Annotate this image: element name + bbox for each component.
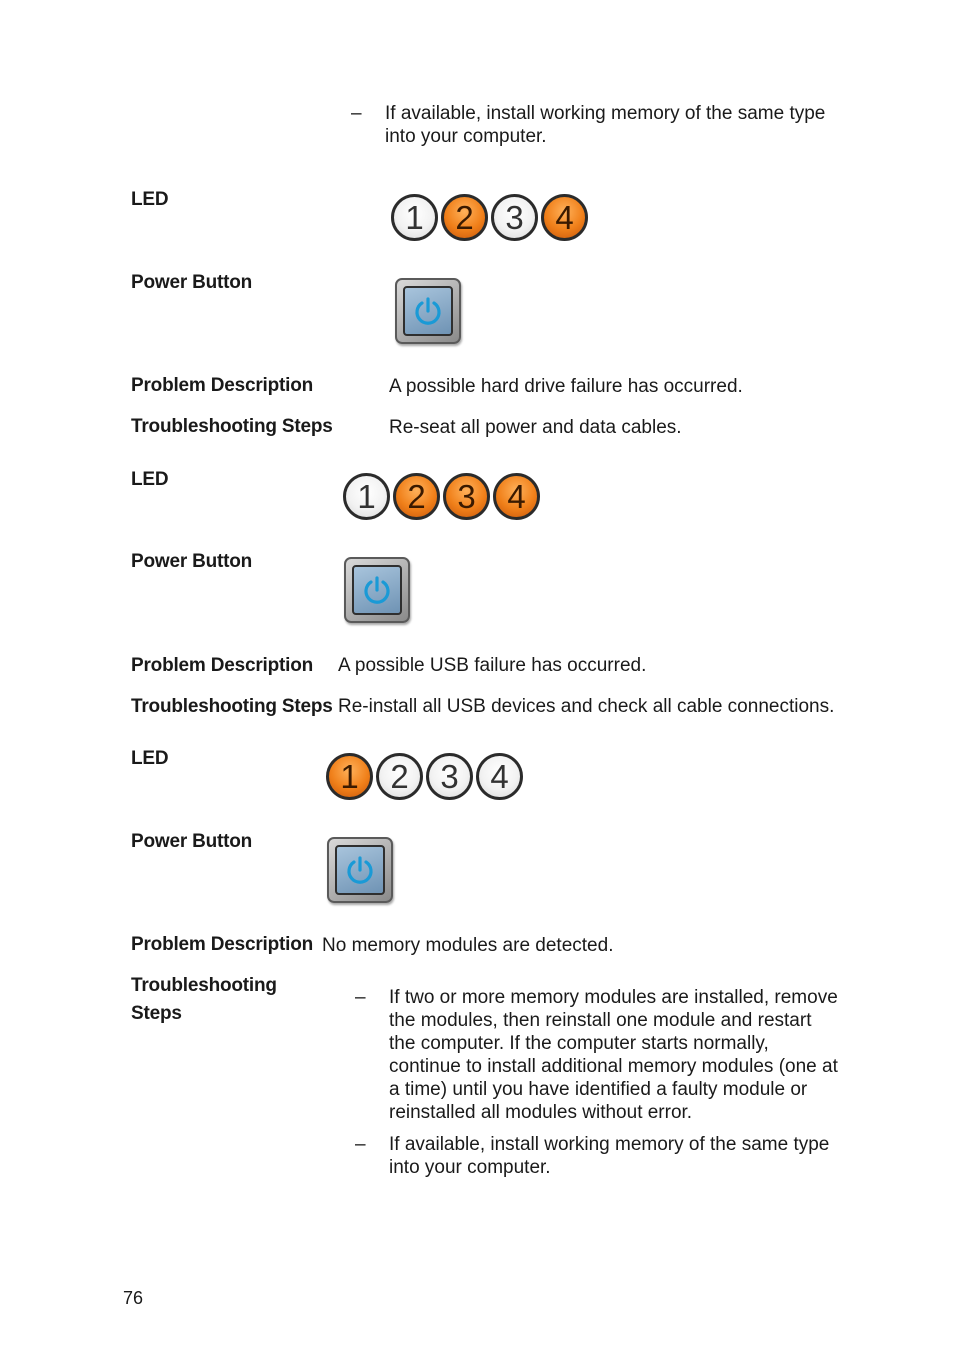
led-label: LED [131, 748, 169, 769]
bullet-dash: – [351, 103, 362, 124]
power-icon [411, 294, 445, 328]
top-bullet-text: If available, install working memory of the same type into your computer. [385, 103, 826, 147]
page-number: 76 [123, 1288, 144, 1308]
power-button-label: Power Button [131, 831, 253, 852]
led-indicator: 2 [393, 473, 440, 520]
problem-description-label: Problem Description [131, 934, 314, 955]
troubleshooting-label: Troubleshooting [131, 975, 277, 996]
problem-description-label: Problem Description [131, 655, 314, 676]
problem-description-text: No memory modules are detected. [322, 935, 614, 956]
power-button-image [395, 278, 461, 344]
led-indicator: 4 [476, 753, 523, 800]
led-indicator: 1 [391, 194, 438, 241]
power-button-label: Power Button [131, 551, 253, 572]
led-indicator-row [326, 753, 523, 803]
troubleshooting-step-1: If two or more memory modules are installed, remove the modules, then reinstall one module and restart the computer. If the computer starts normally, continue to install additional memory modules (one at a time) until you have identified a faulty module or reinstalled all modules without error. [389, 987, 838, 1123]
led-label: LED [131, 189, 169, 210]
led-indicator: 3 [443, 473, 490, 520]
problem-description-label: Problem Description [131, 375, 314, 396]
led-indicator: 1 [343, 473, 390, 520]
power-button-image [327, 837, 393, 903]
troubleshooting-steps-label: Troubleshooting Steps [131, 416, 333, 437]
troubleshooting-step-2: If available, install working memory of the same type into your computer. [389, 1134, 830, 1178]
led-indicator: 3 [426, 753, 473, 800]
power-icon [360, 573, 394, 607]
led-indicator: 1 [326, 753, 373, 800]
led-label: LED [131, 469, 169, 490]
led-indicator: 3 [491, 194, 538, 241]
led-indicator: 4 [493, 473, 540, 520]
power-button-label: Power Button [131, 272, 253, 293]
power-button-image [344, 557, 410, 623]
led-indicator: 2 [376, 753, 423, 800]
steps-label: Steps [131, 1003, 182, 1024]
bullet-dash: – [355, 1134, 366, 1155]
led-indicator: 4 [541, 194, 588, 241]
troubleshooting-steps-label: Troubleshooting Steps [131, 696, 333, 717]
troubleshooting-steps-text: Re-install all USB devices and check all cable connections. [338, 696, 835, 717]
led-indicator-row [391, 194, 588, 244]
power-icon [343, 853, 377, 887]
led-indicator-row [343, 473, 540, 523]
problem-description-text: A possible hard drive failure has occurred. [389, 376, 743, 397]
led-indicator: 2 [441, 194, 488, 241]
problem-description-text: A possible USB failure has occurred. [338, 655, 647, 676]
bullet-dash: – [355, 987, 366, 1008]
troubleshooting-steps-text: Re-seat all power and data cables. [389, 417, 682, 438]
